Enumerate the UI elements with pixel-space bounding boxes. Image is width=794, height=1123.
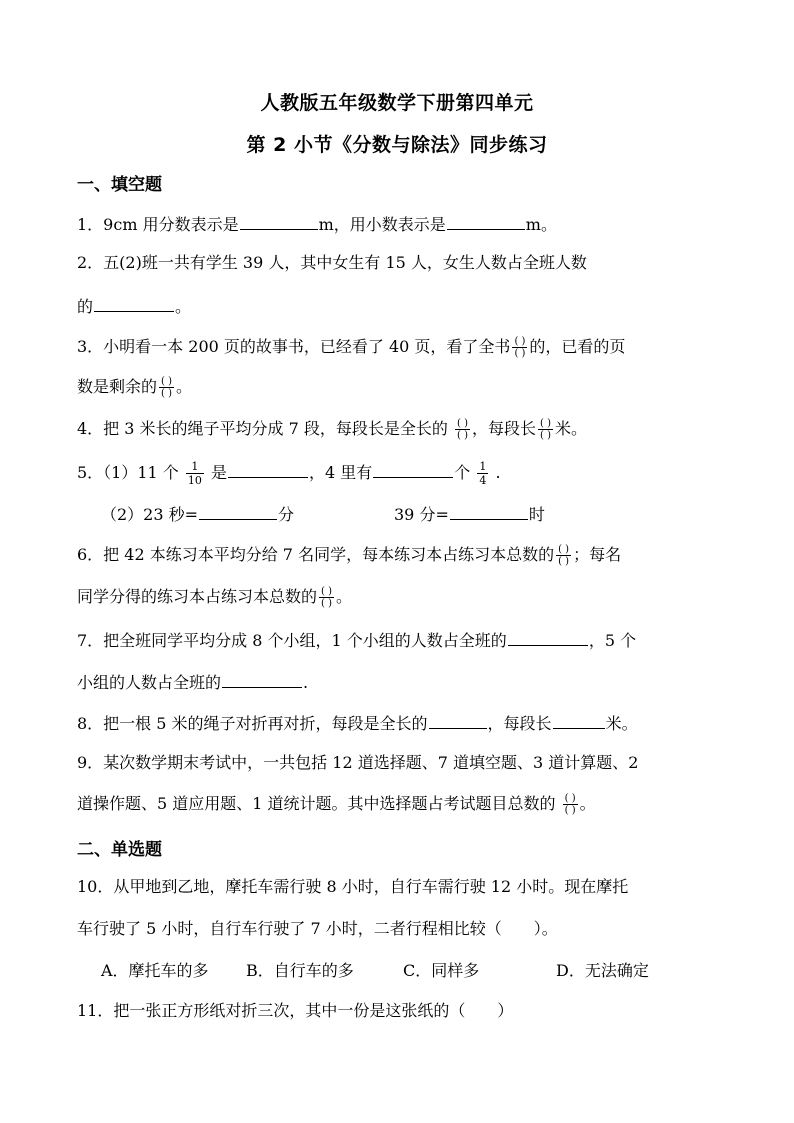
answer-blank[interactable] <box>94 294 174 312</box>
question-11: 11．把一张正方形纸对折三次，其中一份是这张纸的（ ） <box>77 1001 514 1020</box>
question-8: 8．把一根 5 米的绳子对折再对折，每段是全长的 ，每段长 米。 <box>77 711 638 735</box>
section-fill-in: 一、填空题 <box>77 175 162 195</box>
question-9-cont: 道操作题、5 道应用题、1 道统计题。其中选择题占考试题目总数的 $\frac{( )}{( )}$ 。 <box>77 793 596 816</box>
question-2-cont: 的 。 <box>77 294 191 318</box>
fraction-answer[interactable]: $\frac{( )}{( )}$ <box>564 793 576 816</box>
answer-blank[interactable] <box>228 460 308 478</box>
answer-blank[interactable] <box>373 460 453 478</box>
question-2: 2．五(2)班一共有学生 39 人，其中女生有 15 人，女生人数占全班人数 <box>77 253 587 272</box>
question-3-cont: 数是剩余的 $\frac{( )}{( )}$ 。 <box>77 376 193 399</box>
section-single-choice: 二、单选题 <box>77 840 162 860</box>
fraction-one-tenth: $\frac{1}{10}$ <box>187 460 202 487</box>
answer-blank[interactable] <box>222 670 302 688</box>
question-5-part-2b: 39 分= 时 <box>394 502 545 526</box>
option-b[interactable]: B．自行车的多 <box>246 961 354 980</box>
fraction-answer[interactable]: $\frac{( )}{( )}$ <box>456 418 468 441</box>
answer-blank[interactable] <box>553 711 605 729</box>
question-7-cont: 小组的人数占全班的 . <box>77 670 308 694</box>
answer-blank[interactable] <box>508 628 588 646</box>
question-3: 3．小明看一本 200 页的故事书，已经看了 40 页，看了全书 $\frac{( )}{( )}$ 的，已看的页 <box>77 336 626 359</box>
question-10: 10．从甲地到乙地，摩托车需行驶 8 小时，自行车需行驶 12 小时。现在摩托 <box>77 877 629 896</box>
fraction-answer[interactable]: $\frac{( )}{( )}$ <box>161 376 172 399</box>
fraction-answer[interactable]: $\frac{( )}{( )}$ <box>558 544 570 567</box>
question-5-part-1: 5．（1）11 个 $\frac{1}{10}$ 是 ，4 里有 个 $\frac{1}{4}$ . <box>77 460 501 487</box>
option-c[interactable]: C．同样多 <box>403 961 480 980</box>
question-5-part-2a: （2）23 秒= 分 <box>101 502 294 526</box>
question-6-cont: 同学分得的练习本占练习本总数的 $\frac{( )}{( )}$ 。 <box>77 586 353 609</box>
question-6: 6．把 42 本练习本平均分给 7 名同学，每本练习本占练习本总数的 $\frac{( )}{( )}$ ；每名 <box>77 544 622 567</box>
answer-blank[interactable] <box>447 212 525 230</box>
option-a[interactable]: A．摩托车的多 <box>101 961 209 980</box>
question-4: 4．把 3 米长的绳子平均分成 7 段，每段长是全长的 $\frac{( )}{( )}$ ，每段长 $\frac{( )}{( )}$ 米。 <box>77 418 587 441</box>
answer-blank[interactable] <box>429 711 487 729</box>
question-1: 1．9cm 用分数表示是 m，用小数表示是 m。 <box>77 212 557 236</box>
page-title: 人教版五年级数学下册第四单元 <box>260 92 534 114</box>
fraction-answer[interactable]: $\frac{( )}{( )}$ <box>514 336 526 359</box>
fraction-one-quarter: $\frac{1}{4}$ <box>479 460 487 487</box>
fraction-answer[interactable]: $\frac{( )}{( )}$ <box>321 586 332 609</box>
fraction-answer[interactable]: $\frac{( )}{( )}$ <box>539 418 551 441</box>
answer-blank[interactable] <box>240 212 318 230</box>
answer-blank[interactable] <box>450 502 528 520</box>
answer-blank[interactable] <box>199 502 277 520</box>
page-subtitle: 第 2 小节《分数与除法》同步练习 <box>246 134 548 156</box>
question-10-cont: 车行驶了 5 小时，自行车行驶了 7 小时，二者行程相比较（ ）。 <box>77 919 558 938</box>
option-d[interactable]: D．无法确定 <box>556 961 649 980</box>
question-7: 7．把全班同学平均分成 8 个小组，1 个小组的人数占全班的 ，5 个 <box>77 628 636 652</box>
question-9: 9．某次数学期末考试中，一共包括 12 道选择题、7 道填空题、3 道计算题、2 <box>77 753 639 772</box>
